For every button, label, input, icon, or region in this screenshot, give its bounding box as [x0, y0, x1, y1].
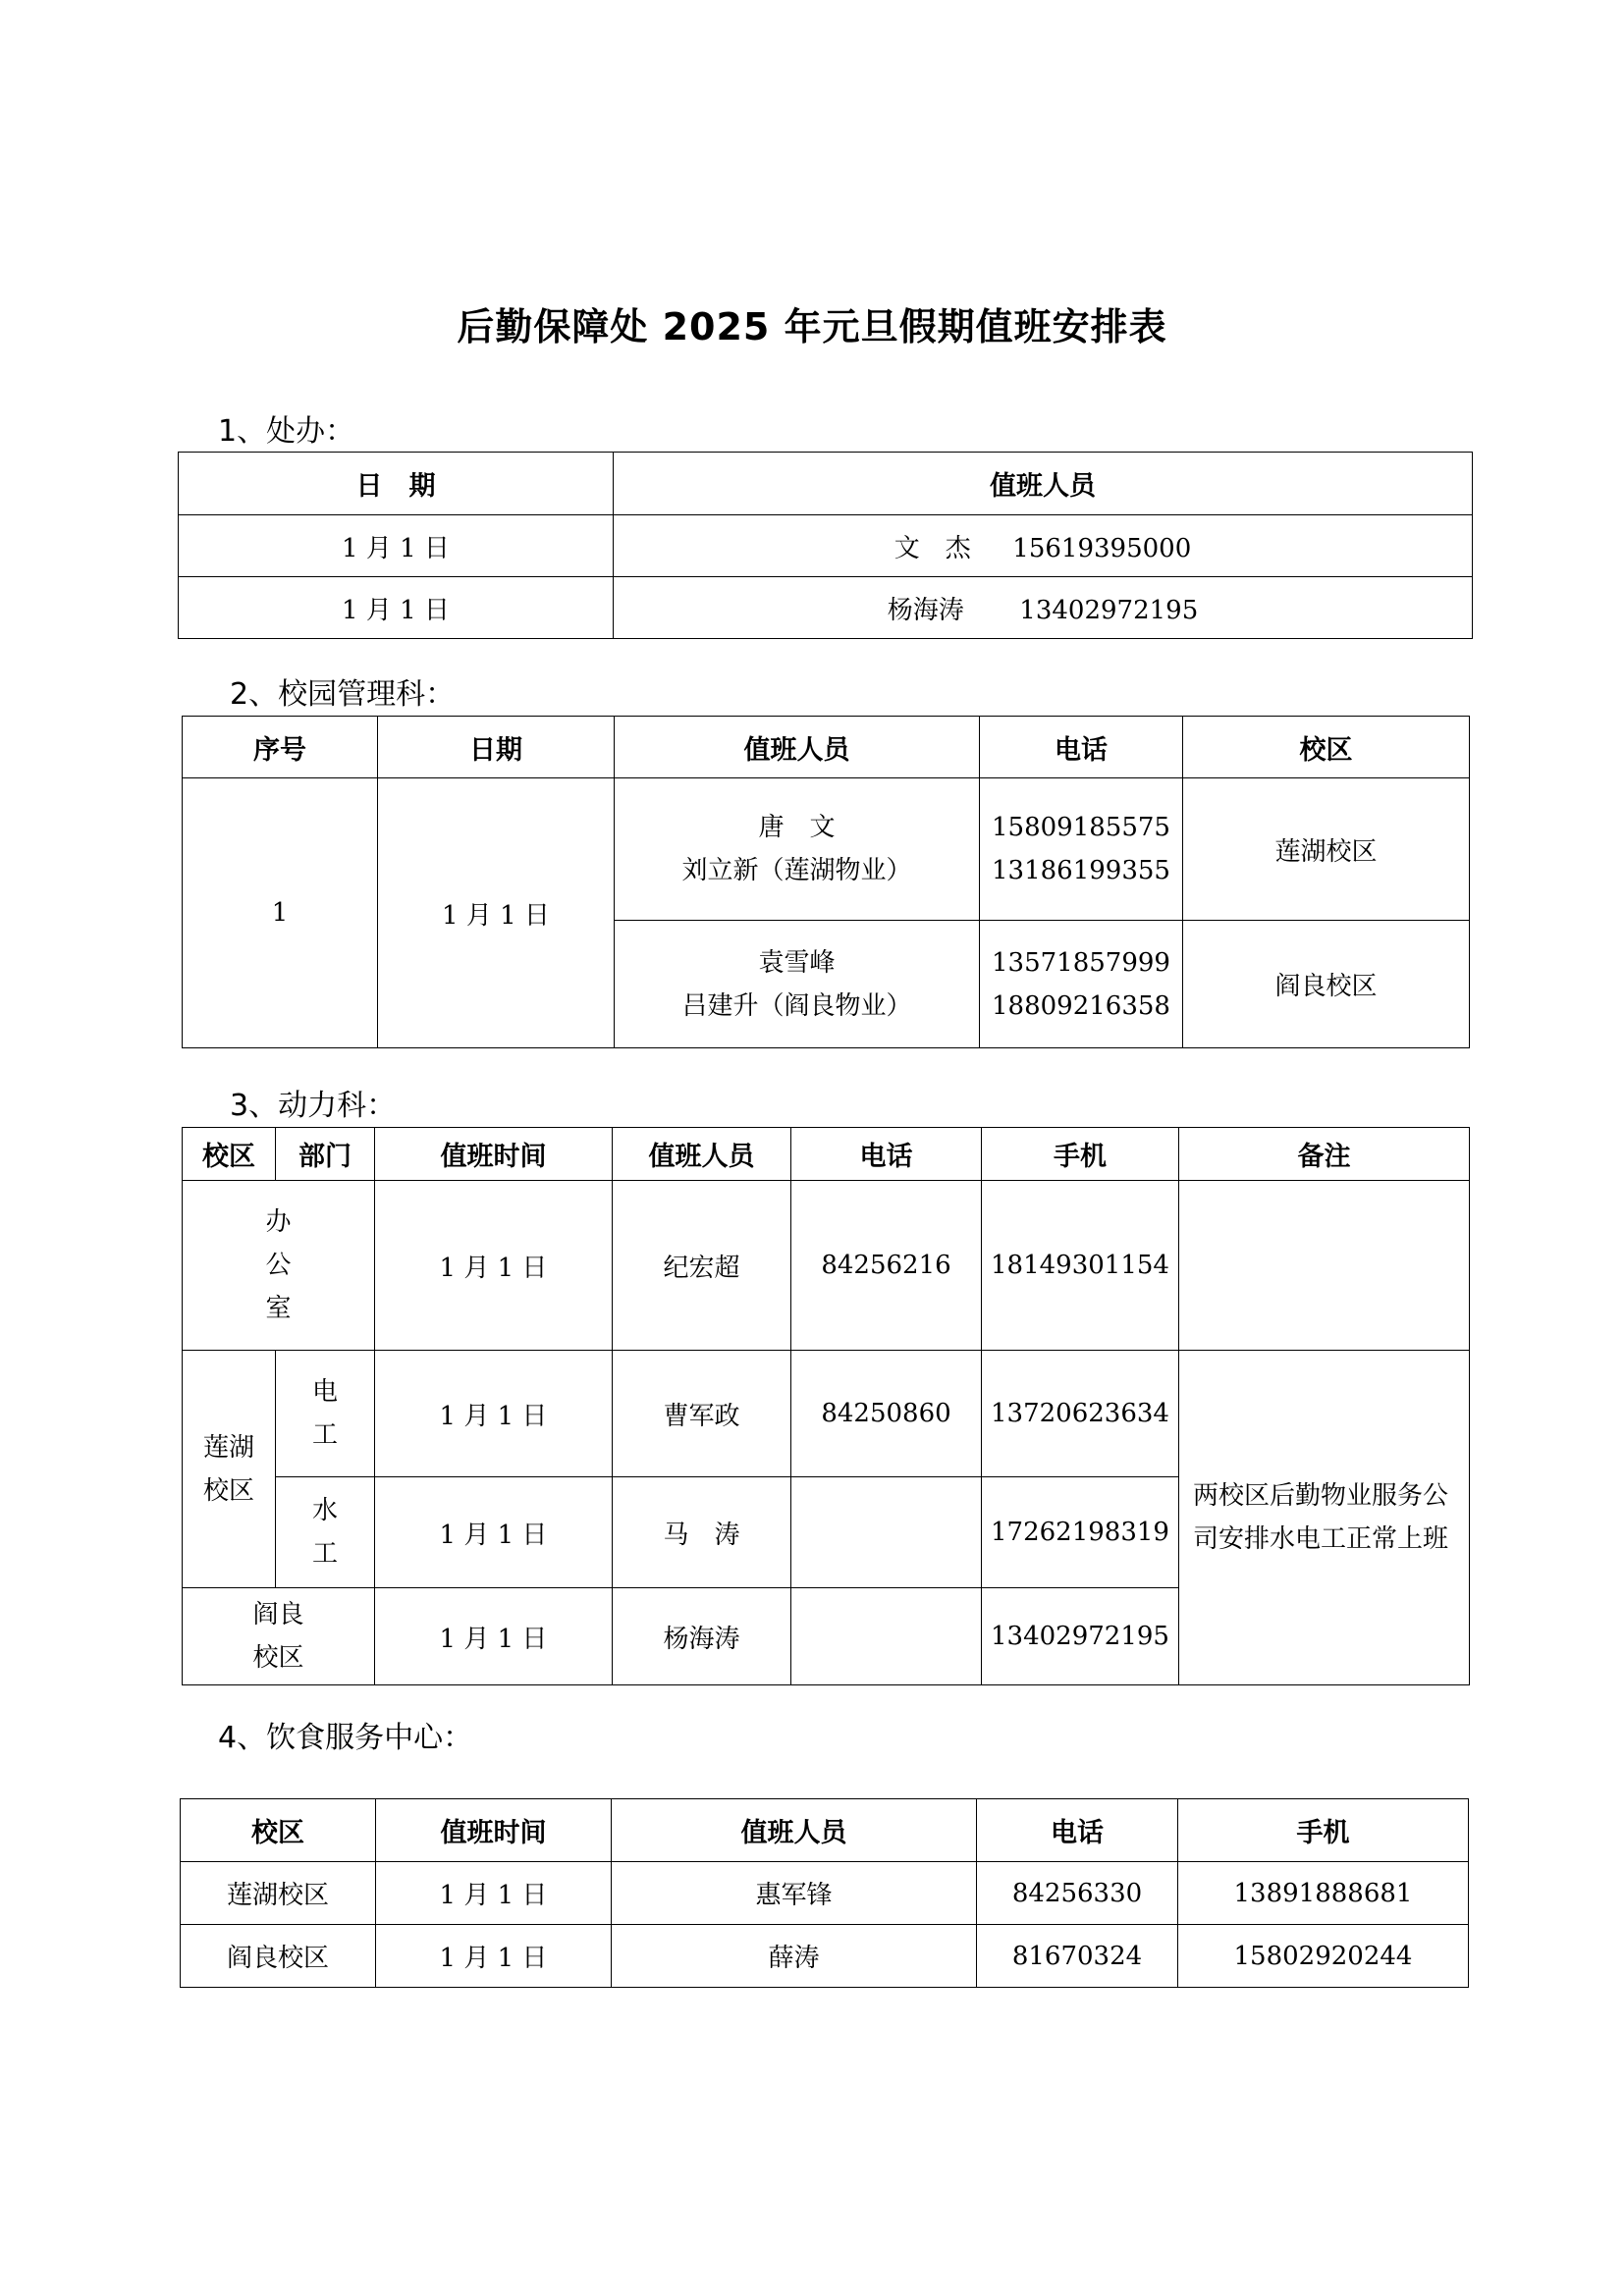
header-mobile: 手机 — [982, 1128, 1179, 1181]
header-time: 值班时间 — [375, 1128, 613, 1181]
office-duty-table — [178, 452, 1473, 639]
section-3-heading: 3、动力科： — [230, 1089, 397, 1123]
campus-cell: 莲湖校区 — [181, 1862, 376, 1925]
phone-number: 13186199355 — [992, 856, 1170, 885]
plumber-dept: 水 工 — [276, 1477, 375, 1588]
staff-cell — [615, 921, 980, 1048]
mobile-cell: 13720623634 — [982, 1351, 1179, 1477]
header-mobile: 手机 — [1178, 1799, 1469, 1862]
tel-cell: 84256330 — [977, 1862, 1178, 1925]
header-date: 日期 — [378, 717, 615, 778]
staff-cell: 马 涛 — [613, 1477, 791, 1588]
mobile-cell: 15802920244 — [1178, 1925, 1469, 1988]
staff-phone: 13402972195 — [1019, 595, 1199, 625]
note-cell — [1179, 1181, 1470, 1351]
table-row — [181, 1862, 1469, 1925]
table-header-row — [183, 1128, 1470, 1181]
duty-staff — [614, 577, 1473, 639]
mobile-cell: 17262198319 — [982, 1477, 1179, 1588]
table-row — [183, 1351, 1470, 1477]
header-date: 日 期 — [179, 453, 614, 515]
campus-cell: 阎良校区 — [181, 1925, 376, 1988]
table-row — [181, 1925, 1469, 1988]
tel-cell: 81670324 — [977, 1925, 1178, 1988]
table-row — [183, 778, 1470, 921]
section-4-heading: 4、饮食服务中心： — [218, 1721, 473, 1755]
header-tel: 电话 — [791, 1128, 982, 1181]
table-header-row — [183, 717, 1470, 778]
duty-date: 1 月 1 日 — [179, 577, 614, 639]
staff-cell: 惠军锋 — [612, 1862, 977, 1925]
table-header-row — [179, 453, 1473, 515]
table-row — [179, 577, 1473, 639]
staff-cell — [615, 778, 980, 921]
section-2-heading: 2、校园管理科： — [230, 677, 456, 712]
time-cell: 1 月 1 日 — [375, 1588, 613, 1685]
time-cell: 1 月 1 日 — [375, 1351, 613, 1477]
phone-number: 15809185575 — [992, 813, 1170, 842]
tel-cell: 84256216 — [791, 1181, 982, 1351]
section-1-heading: 1、处办： — [218, 414, 355, 449]
staff-name: 杨海涛 — [887, 595, 964, 625]
header-campus: 校区 — [181, 1799, 376, 1862]
table-row — [183, 1181, 1470, 1351]
header-staff: 值班人员 — [615, 717, 980, 778]
date-cell: 1 月 1 日 — [378, 778, 615, 1048]
header-staff: 值班人员 — [613, 1128, 791, 1181]
header-staff: 值班人员 — [614, 453, 1473, 515]
header-phone: 电话 — [980, 717, 1183, 778]
seq-cell: 1 — [183, 778, 378, 1048]
tel-cell — [791, 1588, 982, 1685]
time-cell: 1 月 1 日 — [375, 1181, 613, 1351]
staff-cell: 杨海涛 — [613, 1588, 791, 1685]
table-header-row — [181, 1799, 1469, 1862]
time-cell: 1 月 1 日 — [375, 1477, 613, 1588]
header-campus: 校区 — [183, 1128, 276, 1181]
staff-name: 文 杰 — [893, 533, 971, 563]
header-time: 值班时间 — [376, 1799, 612, 1862]
phone-number: 13571857999 — [992, 947, 1170, 978]
phone-cell — [980, 778, 1183, 921]
mobile-cell: 13891888681 — [1178, 1862, 1469, 1925]
tel-cell — [791, 1477, 982, 1588]
table-row — [179, 515, 1473, 577]
header-staff: 值班人员 — [612, 1799, 977, 1862]
campus-cell: 阎良校区 — [1183, 921, 1470, 1048]
header-seq: 序号 — [183, 717, 378, 778]
staff-cell: 薛涛 — [612, 1925, 977, 1988]
campus-management-table — [182, 716, 1470, 1048]
staff-name: 刘立新（莲湖物业） — [681, 856, 912, 885]
note-cell: 两校区后勤物业服务公司安排水电工正常上班 — [1179, 1351, 1470, 1685]
mobile-cell: 13402972195 — [982, 1588, 1179, 1685]
staff-cell: 纪宏超 — [613, 1181, 791, 1351]
electrician-dept: 电 工 — [276, 1351, 375, 1477]
time-cell: 1 月 1 日 — [376, 1925, 612, 1988]
duty-staff — [614, 515, 1473, 577]
campus-cell: 莲湖校区 — [1183, 778, 1470, 921]
staff-name: 唐 文 — [758, 813, 836, 842]
page-title: 后勤保障处 2025 年元旦假期值班安排表 — [457, 305, 1167, 348]
duty-date: 1 月 1 日 — [179, 515, 614, 577]
staff-name: 吕建升（阎良物业） — [681, 990, 912, 1021]
staff-name: 袁雪峰 — [758, 947, 836, 978]
tel-cell: 84250860 — [791, 1351, 982, 1477]
header-note: 备注 — [1179, 1128, 1470, 1181]
lianhu-campus-label: 莲湖 校区 — [183, 1351, 276, 1588]
staff-cell: 曹军政 — [613, 1351, 791, 1477]
catering-center-table — [180, 1798, 1469, 1988]
staff-phone: 15619395000 — [1012, 533, 1192, 563]
header-tel: 电话 — [977, 1799, 1178, 1862]
yanliang-campus-label: 阎良 校区 — [183, 1588, 375, 1685]
time-cell: 1 月 1 日 — [376, 1862, 612, 1925]
phone-cell — [980, 921, 1183, 1048]
header-dept: 部门 — [276, 1128, 375, 1181]
power-department-table — [182, 1127, 1470, 1685]
office-label: 办 公 室 — [183, 1181, 375, 1351]
phone-number: 18809216358 — [992, 990, 1170, 1021]
mobile-cell: 18149301154 — [982, 1181, 1179, 1351]
header-campus: 校区 — [1183, 717, 1470, 778]
